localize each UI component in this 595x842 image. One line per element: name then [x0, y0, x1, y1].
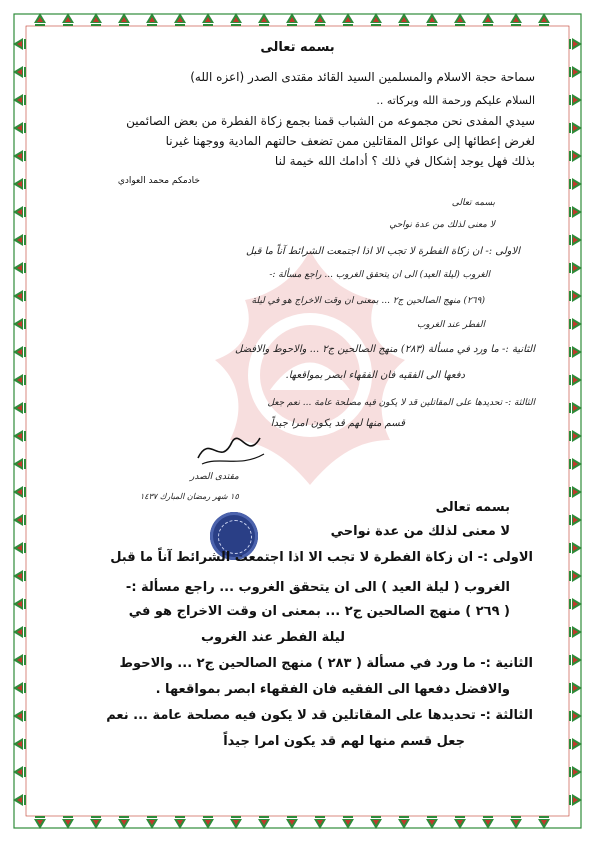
- handwritten-line: دفعها الى الفقيه فان الفقهاء ابصر بمواقعها.: [285, 370, 465, 381]
- handwritten-line: الثانية :- ما ورد في مسألة (٢٨٣) منهج الصالحين ج٢ ... والاحوط والافضل: [235, 344, 535, 355]
- reply-line: والافضل دفعها الى الفقيه فان الفقهاء ابصر بمواقعها .: [155, 682, 510, 697]
- letter-body-line: بذلك فهل يوجد إشكال في ذلك ؟ أدامك الله خيمة لنا: [274, 154, 535, 168]
- handwritten-line: الفطر عند الغروب: [416, 320, 485, 330]
- handwritten-heading: بسمه تعالى: [451, 198, 495, 208]
- letter-greeting: السلام عليكم ورحمة الله وبركاته ..: [376, 94, 535, 107]
- reply-line: ليلة الفطر عند الغروب: [200, 630, 345, 645]
- handwritten-line: الغروب (ليلة العيد) الى ان يتحقق الغروب ... راجع مسألة :-: [269, 270, 490, 280]
- reply-line: الثالثة :- تحديدها على المقاتلين قد لا يكون فيه مصلحة عامة ... نعم: [106, 708, 533, 723]
- handwritten-date: ١٥ شهر رمضان المبارك ١٤٣٧: [140, 492, 239, 501]
- reply-line: ( ٢٦٩ ) منهج الصالحين ج٢ ... بمعنى ان وقت الاخراج هو في: [128, 604, 510, 619]
- handwritten-signature: مقتدى الصدر: [190, 472, 239, 482]
- handwritten-line: قسم منها لهم قد يكون امرا جيداً: [270, 418, 405, 429]
- reply-line: الثانية :- ما ورد في مسألة ( ٢٨٣ ) منهج الصالحين ج٢ ... والاحوط: [119, 656, 533, 671]
- letter-heading: بسمه تعالى: [260, 40, 335, 55]
- reply-line: الغروب ( ليلة العيد ) الى ان يتحقق الغروب ... راجع مسألة :-: [125, 580, 510, 595]
- signature-scribble: [190, 428, 270, 472]
- handwritten-line: الاولى :- ان زكاة الفطرة لا تجب الا اذا اجتمعت الشرائط آناً ما قبل: [246, 246, 520, 257]
- handwritten-line: الثالثة :- تحديدها على المقاتلين قد لا يكون فيه مصلحة عامة ... نعم جعل: [267, 398, 535, 408]
- letter-body-line: لغرض إعطائها إلى عوائل المقاتلين ممن تضعف حالتهم المادية ووجهنا غيرنا: [165, 134, 535, 148]
- letter-addressee: سماحة حجة الاسلام والمسلمين السيد القائد مقتدى الصدر (اعزه الله): [190, 70, 535, 84]
- reply-intro: لا معنى لذلك من عدة نواحي: [330, 524, 510, 539]
- reply-heading: بسمه تعالى: [435, 500, 510, 515]
- reply-line: جعل قسم منها لهم قد يكون امرا جيداً: [223, 734, 465, 749]
- letter-body-line: سيدي المفدى نحن مجموعه من الشباب قمنا بجمع زكاة الفطرة من بعض الصائمين: [126, 114, 535, 128]
- handwritten-line: لا معنى لذلك من عدة نواحي: [389, 220, 495, 230]
- reply-line: الاولى :- ان زكاة الفطرة لا تجب الا اذا اجتمعت الشرائط آناً ما قبل: [110, 550, 533, 565]
- handwritten-line: (٢٦٩) منهج الصالحين ج٢ ... بمعنى ان وقت الاخراج هو في ليلة: [251, 296, 485, 306]
- letter-signer: خادمكم محمد العوادي: [117, 176, 200, 186]
